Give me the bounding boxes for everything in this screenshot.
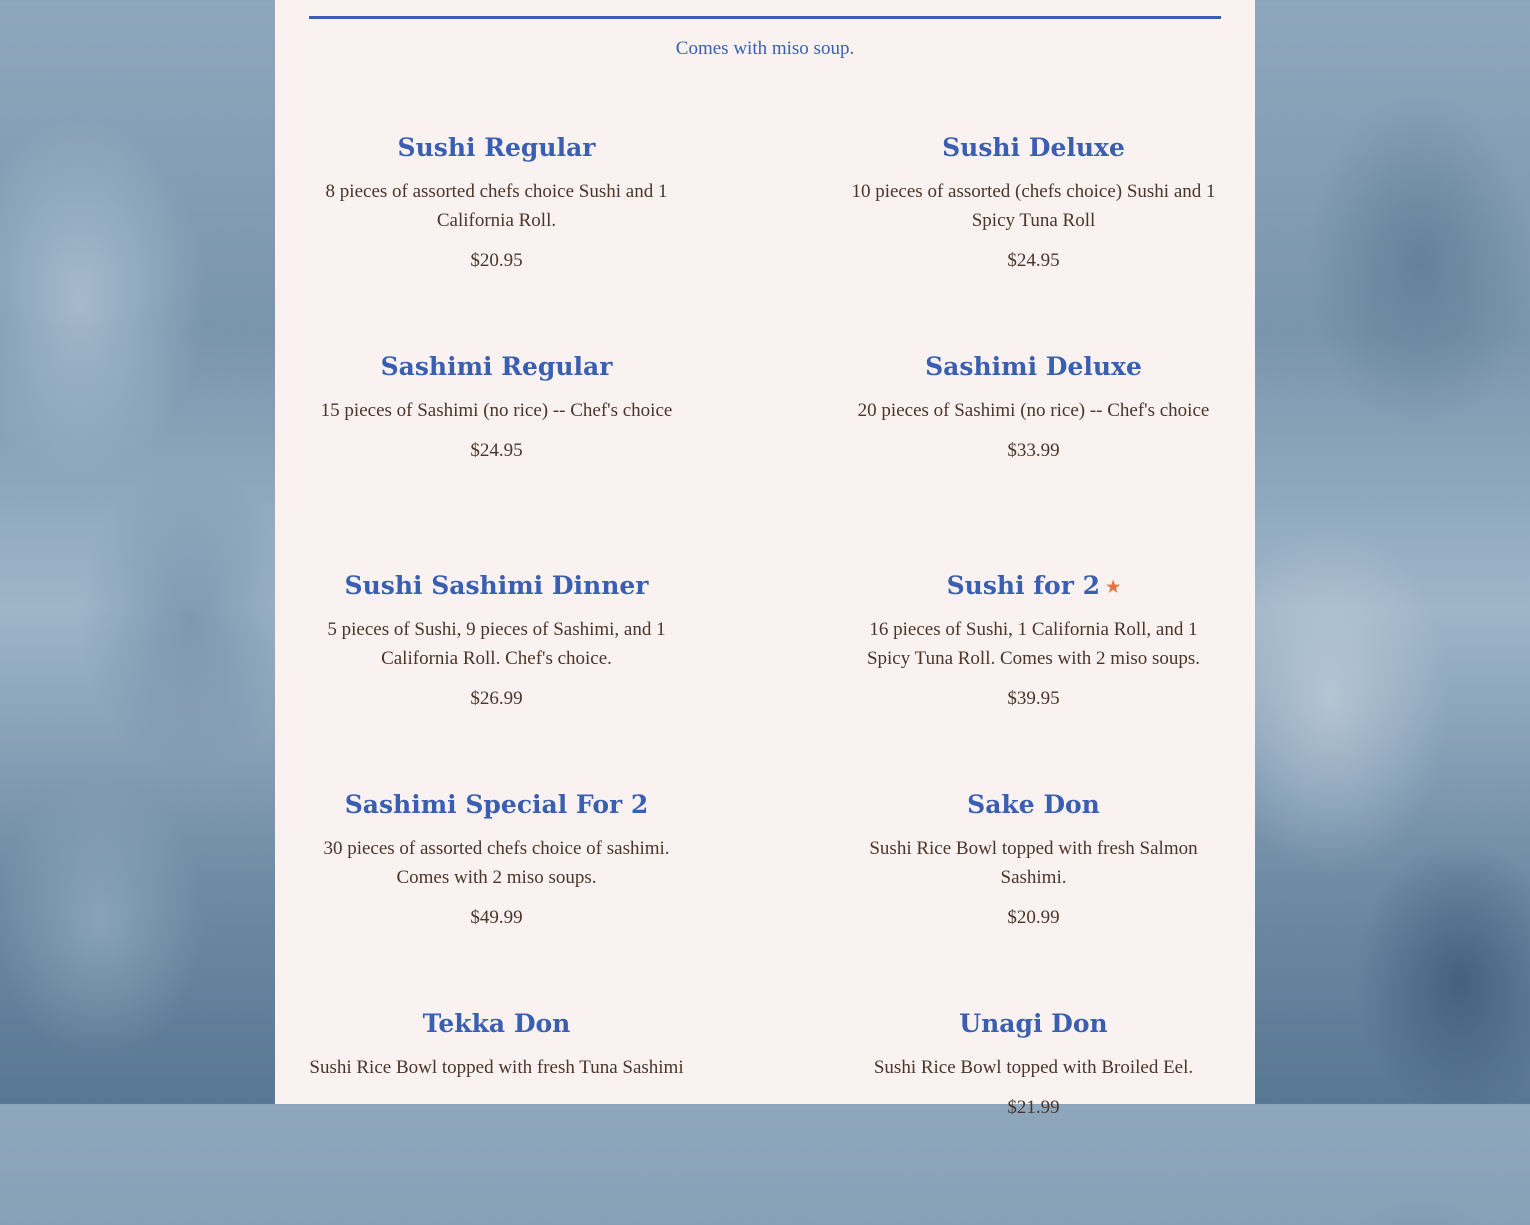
menu-item-description: 15 pieces of Sashimi (no rice) -- Chef's choice: [320, 400, 673, 421]
menu-panel: [275, 0, 1255, 1118]
menu-item: [309, 1006, 684, 1225]
menu-item: [846, 1006, 1221, 1225]
menu-item-description: 20 pieces of Sashimi (no rice) -- Chef's choice: [857, 400, 1210, 421]
menu-item-price: $39.95: [1007, 688, 1060, 709]
menu-item-description: 30 pieces of assorted chefs choice of sashimi. Comes with 2 miso soups.: [323, 838, 670, 888]
menu-item-price: $20.99: [1007, 907, 1060, 928]
menu-item-description: Sushi Rice Bowl topped with fresh Salmon Sashimi.: [869, 838, 1198, 888]
menu-item-title: Sushi Regular: [397, 133, 596, 162]
menu-item-description: 16 pieces of Sushi, 1 California Roll, and 1 Spicy Tuna Roll. Comes with 2 miso soups.: [866, 619, 1201, 669]
section-divider: [309, 16, 1221, 19]
menu-item-title: Sashimi Special For 2: [344, 790, 649, 819]
menu-item-title: Sushi for 2 ★: [946, 571, 1121, 600]
menu-item: [309, 130, 684, 349]
section-subtitle: Comes with miso soup.: [675, 38, 855, 59]
menu-item-title: Sushi Sashimi Dinner: [344, 571, 649, 600]
menu-item-price: $24.95: [470, 440, 523, 461]
menu-item: [309, 787, 684, 1006]
menu-item-description: Sushi Rice Bowl topped with Broiled Eel.: [873, 1057, 1194, 1078]
star-icon: ★: [1106, 577, 1121, 596]
menu-item-title: Sashimi Regular: [380, 352, 613, 381]
menu-item-price: $20.95: [470, 250, 523, 271]
menu-item-description: 10 pieces of assorted (chefs choice) Sushi and 1 Spicy Tuna Roll: [851, 181, 1216, 231]
menu-item-price: $26.99: [470, 688, 523, 709]
menu-item: [309, 349, 684, 568]
menu-item-price: $33.99: [1007, 440, 1060, 461]
menu-item-description: 5 pieces of Sushi, 9 pieces of Sashimi, and 1 California Roll. Chef's choice.: [327, 619, 666, 669]
menu-item-description: 8 pieces of assorted chefs choice Sushi and 1 California Roll.: [325, 181, 668, 231]
menu-item-title: Sake Don: [967, 790, 1100, 819]
menu-item: [309, 568, 684, 787]
menu-item-price: $21.99: [1007, 1097, 1060, 1118]
menu-item-description: Sushi Rice Bowl topped with fresh Tuna Sashimi: [309, 1057, 684, 1078]
menu-item-title: Tekka Don: [422, 1009, 571, 1038]
menu-item: [846, 787, 1221, 1006]
menu-grid: [309, 130, 1221, 1225]
menu-item-title: Sushi Deluxe: [942, 133, 1125, 162]
menu-item-title: Sashimi Deluxe: [925, 352, 1142, 381]
menu-item: [846, 349, 1221, 568]
menu-item: [846, 568, 1221, 787]
menu-item: [846, 130, 1221, 349]
menu-item-price: $49.99: [470, 907, 523, 928]
menu-item-title: Unagi Don: [959, 1009, 1108, 1038]
menu-item-price: $24.95: [1007, 250, 1060, 271]
